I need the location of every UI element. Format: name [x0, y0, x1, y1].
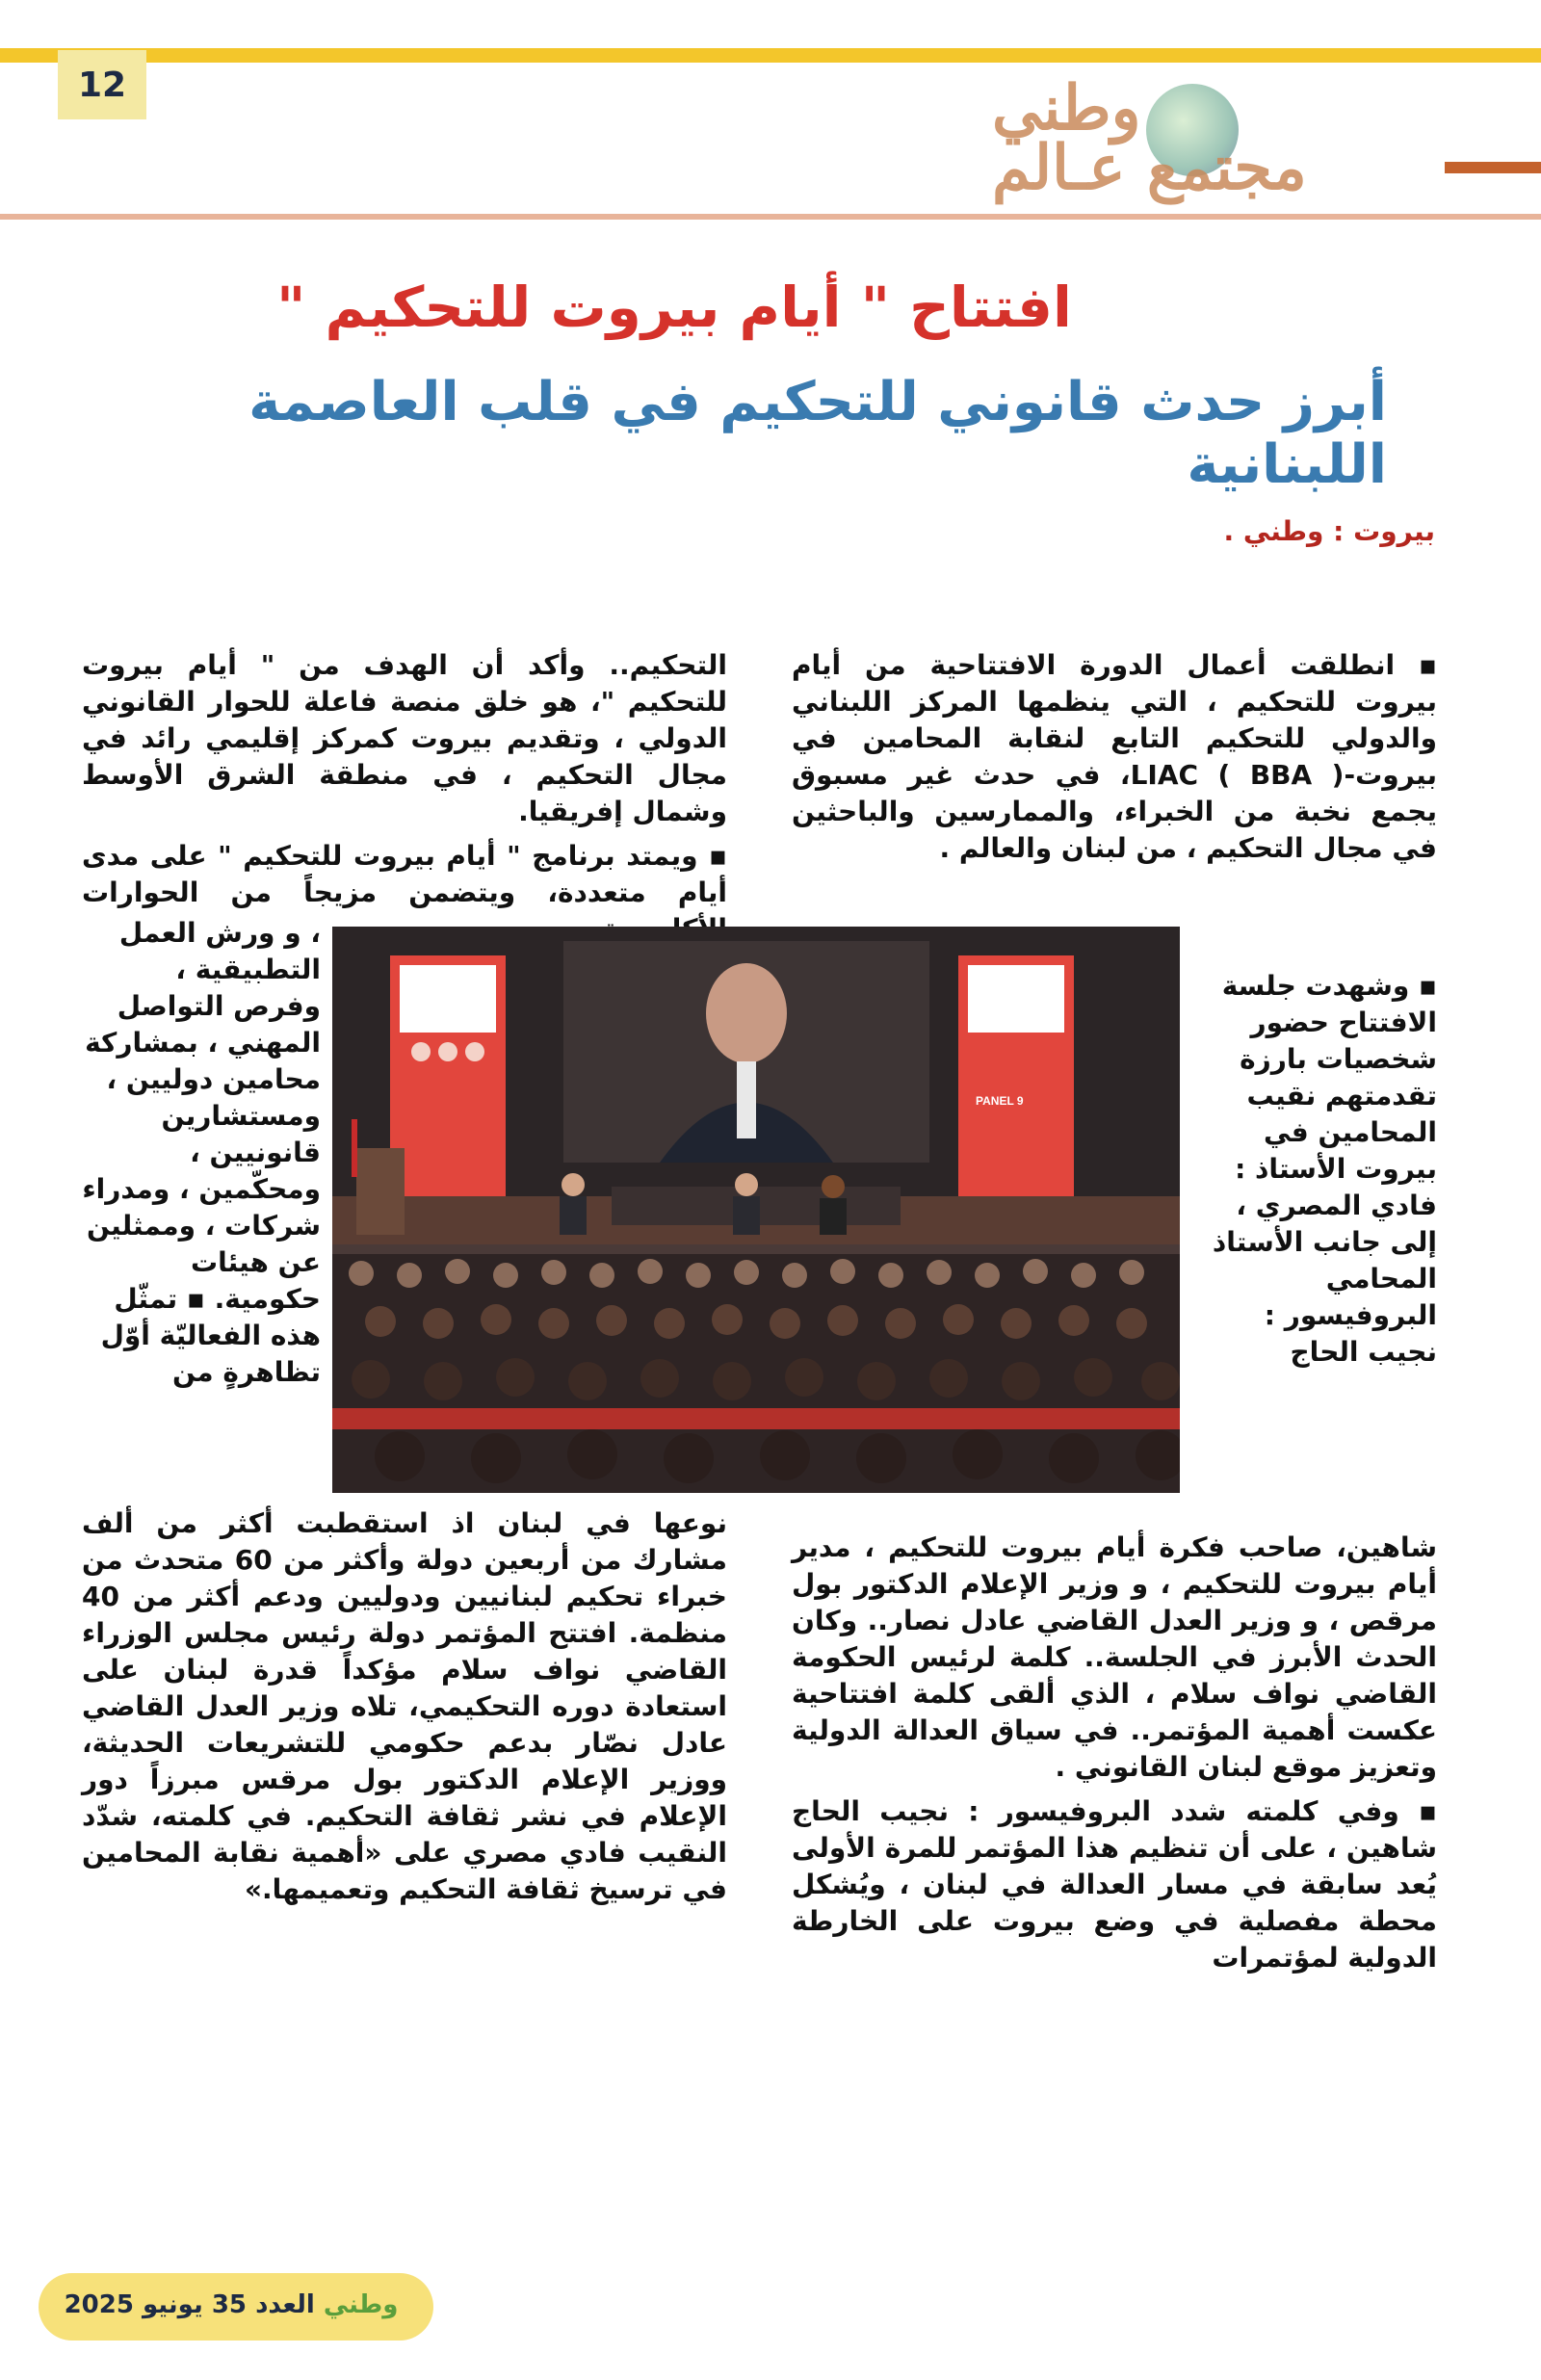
conference-photo-illustration: [332, 927, 1180, 1493]
right-column-narrow: ▪ وشهدت جلسة الافتتاح حضور شخصيات بارزة تقدمتهم نقيب المحامين في بيروت الأستاذ : فادي المصري ، إلى جانب الأستاذ المحامي البروفيسور : نجيب الحاج: [1212, 970, 1437, 1368]
screen-panel-label: PANEL 9: [976, 1094, 1024, 1108]
footer-month: يونيو: [143, 2290, 203, 2319]
paragraph: ▪ ويمتد برنامج " أيام بيروت للتحكيم " على مدى أيام متعددة، ويتضمن مزيجاً من الحوارات: [82, 840, 727, 908]
footer-issue-info: [39, 2290, 424, 2319]
conference-photo: [332, 927, 1180, 1493]
footer-issue-number: 35: [211, 2290, 247, 2319]
left-column-top: [82, 647, 727, 955]
article-headline: افتتاح " أيام بيروت للتحكيم ": [276, 275, 1072, 340]
logo-line-1: وطني: [992, 72, 1141, 144]
right-column-bottom: [792, 1530, 1437, 1984]
top-accent-bar: [0, 48, 1541, 63]
paragraph: نوعها في لبنان اذ استقطبت أكثر من ألف مشارك من أربعين دولة وأكثر من 60 متحدث من خبراء تحكيم لبنانيين ودوليين ودعم أكثر من 40 منظمة. افتتح المؤتمر دولة رئيس مجلس الوزراء القاضي نواف سلام مؤكداً قدرة لبنان على استعادة دوره التحكيمي، تلاه وزير العدل القاضي عادل نصّار بدعم حكومي للتشريعات الحديثة، ووزير الإعلام الدكتور بول مرقس مبرزاً دور الإعلام في نشر ثقافة التحكيم. في كلمته، شدّد النقيب فادي مصري على «أهمية نقابة المحامين في ترسيخ ثقافة التحكيم وتعميمها.»: [82, 1507, 727, 1905]
header-accent-line: [1445, 162, 1541, 173]
left-column-narrow: ، و ورش العمل التطبيقية ، وفرص التواصل المهني ، بمشاركة محامين دوليين ، ومستشارين قانونيين ، ومحكّمين ، ومدراء شركات ، وممثلين عن هيئات حكومية. ▪ تمثّل هذه الفعاليّة أوّل تظاهرةٍ من: [82, 917, 321, 1388]
footer-brand: وطني: [323, 2290, 399, 2319]
footer-issue-label: العدد: [255, 2290, 315, 2319]
paragraph: ▪ وفي كلمته شدد البروفيسور : نجيب الحاج شاهين ، على أن تنظيم هذا المؤتمر للمرة الأولى يُعد سابقة في مسار العدالة في لبنان ، ويُشكل محطة مفصلية في وضع بيروت على الخارطة الدولية لمؤتمرات: [792, 1795, 1437, 1974]
right-column-top: [792, 647, 1437, 875]
footer-year: 2025: [64, 2290, 134, 2319]
page-number: 12: [58, 50, 146, 119]
article-subheadline: أبرز حدث قانوني للتحكيم في قلب العاصمة اللبنانية: [248, 371, 1387, 496]
paragraph: شاهين، صاحب فكرة أيام بيروت للتحكيم ، مدير أيام بيروت للتحكيم ، و وزير الإعلام الدكتور بول مرقص ، و وزير العدل القاضي عادل نصار.. وكان الحدث الأبرز في الجلسة.. كلمة لرئيس الحكومة القاضي نواف سلام ، الذي ألقى كلمة افتتاحية عكست أهمية المؤتمر.. في سياق العدالة الدولية وتعزيز موقع لبنان القانوني .: [792, 1531, 1437, 1783]
logo-line-2: مجتمع عـالم: [992, 132, 1307, 204]
paragraph: ▪ انطلقت أعمال الدورة الافتتاحية من أيام بيروت للتحكيم ، التي ينظمها المركز اللبناني والدولي للتحكيم التابع لنقابة المحامين في بيروت-LIAC ( BBA )، في حدث غير مسبوق يجمع نخبة من الخبراء، والممارسين والباحثين في مجال التحكيم ، من لبنان والعالم .: [792, 649, 1438, 864]
podium: [356, 1148, 405, 1235]
article-dateline: بيروت : وطني .: [1223, 515, 1435, 547]
masthead-logo: [973, 72, 1454, 207]
paragraph: التحكيم.. وأكد أن الهدف من " أيام بيروت للتحكيم "، هو خلق منصة فاعلة للحوار القانوني الدولي ، وتقديم بيروت كمركز إقليمي رائد في مجال التحكيم ، في منطقة الشرق الأوسط وشمال إفريقيا.: [82, 649, 727, 827]
left-column-bottom: [82, 1505, 727, 1916]
header-divider: [0, 214, 1541, 220]
